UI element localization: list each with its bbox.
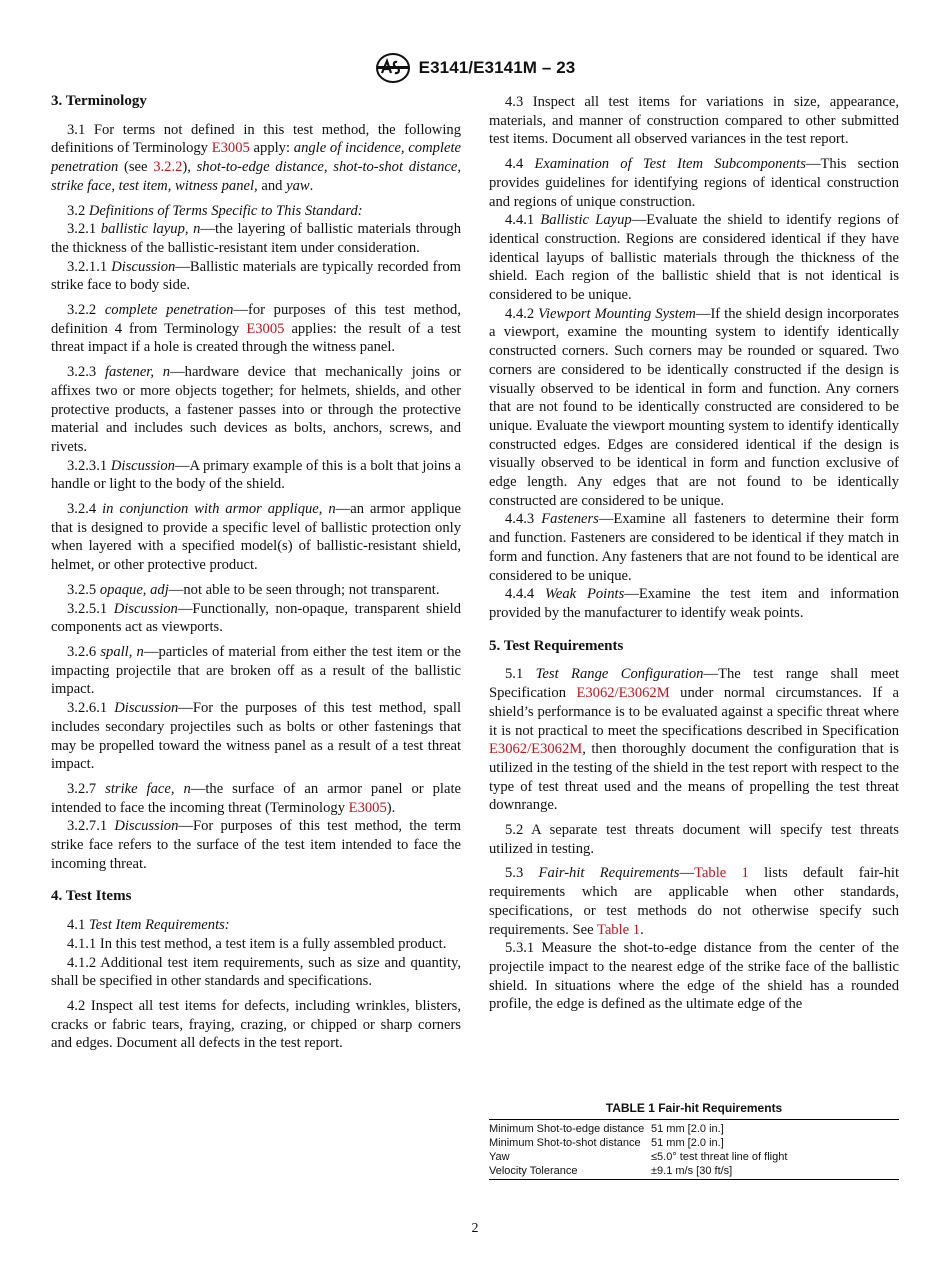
para-5-3-1: 5.3.1 Measure the shot-to-edge distance from the center of the projectile impact to the nearest edge of the strike face of the ballistic shield. In situations where the edge of the shield has a rounded profile, the edge is defined as the ultimate edge of the [489, 940, 899, 1013]
link-e3005[interactable]: E3005 [211, 140, 250, 157]
link-e3005[interactable]: E3005 [348, 799, 387, 816]
table-cell-value: 51 mm [2.0 in.] [651, 1137, 724, 1149]
page-header [0, 52, 950, 84]
para-3-2-2: 3.2.2 complete penetration—for purposes of this test method, definition 4 from Terminology E3005 applies: the result of a test threat impact if a hole is created through the witness panel. [51, 302, 461, 356]
para-3-1: 3.1 For terms not defined in this test method, the following definitions of Terminology E3005 apply: angle of incidence, complete penetration (see 3.2.2), shot-to-edge distance, shot-to-shot distance, strike face, test item, witness panel, and yaw. [51, 121, 461, 194]
table-cell-parameter: Minimum Shot-to-edge distance [489, 1123, 645, 1135]
table-row [489, 1136, 899, 1150]
table-1 [489, 1101, 899, 1180]
table-cell-parameter: Yaw [489, 1151, 510, 1163]
para-3-2-3-1: 3.2.3.1 Discussion—A primary example of this is a bolt that joins a handle or light to the body of the shield. [51, 457, 462, 493]
table-cell-value: ±9.1 m/s [30 ft/s] [651, 1165, 733, 1177]
table-cell-value: 51 mm [2.0 in.] [651, 1123, 724, 1135]
right-column [489, 93, 899, 1020]
table-row [489, 1120, 899, 1137]
link-e3062[interactable]: E3062/E3062M [576, 685, 670, 702]
link-3-2-2[interactable]: 3.2.2 [153, 159, 183, 176]
para-4-2: 4.2 Inspect all test items for defects, including wrinkles, blisters, cracks or fabric tears, fraying, crazing, or chipped or sharp corners and edges. Document all defects in the test report. [51, 997, 461, 1052]
para-3-2-5: 3.2.5 opaque, adj—not able to be seen through; not transparent. [67, 581, 440, 598]
para-3-2-5-1: 3.2.5.1 Discussion—Functionally, non-opaque, transparent shield components act as viewports. [51, 600, 462, 636]
astm-logo-icon [375, 52, 411, 84]
para-4-4: 4.4 Examination of Test Item Subcomponents—This section provides guidelines for identifying regions of identical construction and regions of unique construction. [489, 156, 900, 210]
document-id: E3141/E3141M – 23 [418, 58, 576, 77]
table-title: TABLE 1 Fair-hit Requirements [605, 1101, 783, 1115]
para-5-2: 5.2 A separate test threats document will specify test threats utilized in testing. [489, 822, 899, 857]
para-4-1: 4.1 Test Item Requirements: [67, 917, 230, 934]
section-3-heading: 3. Terminology [51, 93, 147, 109]
link-e3062[interactable]: E3062/E3062M [489, 741, 583, 758]
para-3-2-7-1: 3.2.7.1 Discussion—For purposes of this test method, the term strike face refers to the surface of the test item intended to face the incoming threat. [51, 818, 461, 872]
fair-hit-table [489, 1119, 899, 1180]
para-3-2: 3.2 Definitions of Terms Specific to This Standard: [67, 202, 363, 219]
page-number: 2 [471, 1221, 479, 1236]
para-3-2-7: 3.2.7 strike face, n—the surface of an armor panel or plate intended to face the incoming threat (Terminology E3005). [51, 780, 461, 816]
para-3-2-1-1: 3.2.1.1 Discussion—Ballistic materials are typically recorded from strike face to body side. [51, 258, 461, 294]
table-cell-parameter: Velocity Tolerance [489, 1165, 578, 1177]
para-4-4-2: 4.4.2 Viewport Mounting System—If the shield design incorporates a viewport, examine the mounting system to identify identically constructed corners. Such corners may be rounded or squared. Two corners are considered to be identically constructed if the design is visually observed to be identical in form and function. Any corners that are not found to be identically constructed are considered to be unique. Evaluate the viewport mounting system to identify identically constructed edges. Edges are considered identical if the design is visually observed to be identical in form and function exclusive of edge length. Any edges that are not found to be identically constructed are considered to be unique. [489, 305, 899, 509]
para-4-4-3: 4.4.3 Fasteners—Examine all fasteners to determine their form and function. Fasteners are considered to be identical if they match in form and function. Any fasteners that are not found to be identical are considered to be unique. [489, 511, 899, 584]
para-4-4-1: 4.4.1 Ballistic Layup—Evaluate the shield to identify regions of identical construction. Regions are considered identical if they have identical layups of ballistic materials through the thickness of the shield. Each region of the ballistic shield that is not identical is considered to be unique. [489, 212, 899, 304]
para-3-2-6: 3.2.6 spall, n—particles of material from either the test item or the impacting projectile that are broken off as a result of the ballistic impact. [51, 643, 461, 698]
left-column [51, 92, 461, 1059]
section-5-heading: 5. Test Requirements [489, 637, 624, 654]
section-4-heading: 4. Test Items [51, 888, 132, 905]
para-5-1: 5.1 Test Range Configuration—The test range shall meet Specification E3062/E3062M under normal circumstances. If a shield’s performance is to be evaluated against a specific threat where it is not practical to meet the specifications described in Specification E3062/E3062M, then thoroughly document the configuration that is utilized in the testing of the shield in the test report with respect to the type of test threat used and the means of propelling the test threat downrange. [489, 666, 899, 814]
para-3-2-3: 3.2.3 fastener, n—hardware device that mechanically joins or affixes two or more objects together; for helmets, shields, and other protective products, a fastener passes into or through the protective material and includes such devices as bolts, anchors, screws, and rivets. [51, 364, 462, 455]
link-table-1[interactable]: Table 1 [596, 921, 641, 938]
para-4-4-4: 4.4.4 Weak Points—Examine the test item and information provided by the manufacturer to identify weak points. [489, 586, 899, 621]
link-table-1[interactable]: Table 1 [694, 865, 749, 882]
para-3-2-4: 3.2.4 in conjunction with armor applique, n—an armor applique that is designed to provide a specific level of ballistic protection only when layered with a specified model(s) of ballistic-resistant shield, helmet, or other protective product. [51, 501, 461, 574]
para-5-3: 5.3 Fair-hit Requirements—Table 1 lists default fair-hit requirements which are applicable when other standards, specifications, or test methods do not otherwise specify such requirements. See Table 1. [489, 865, 899, 938]
para-3-2-6-1: 3.2.6.1 Discussion—For the purposes of this test method, spall includes secondary projectiles such as bolts or other fastenings that may be propelled toward the witness panel as a result of a test threat impact. [51, 700, 461, 773]
table-row [489, 1150, 899, 1164]
para-4-1-2: 4.1.2 Additional test item requirements, such as size and quantity, shall be specified in other standards and specifications. [51, 954, 461, 990]
link-e3005[interactable]: E3005 [246, 320, 285, 337]
para-4-3: 4.3 Inspect all test items for variations in size, appearance, materials, and manner of construction compared to other submitted test items. Document all observed variances in the test report. [489, 94, 899, 148]
table-cell-parameter: Minimum Shot-to-shot distance [489, 1137, 641, 1149]
table-row [489, 1164, 899, 1180]
table-cell-value: ≤5.0° test threat line of flight [651, 1151, 788, 1163]
para-4-1-1: 4.1.1 In this test method, a test item is a fully assembled product. [67, 935, 447, 952]
para-3-2-1: 3.2.1 ballistic layup, n—the layering of ballistic materials through the thickness of the ballistic-resistant item under consideration. [51, 221, 461, 256]
